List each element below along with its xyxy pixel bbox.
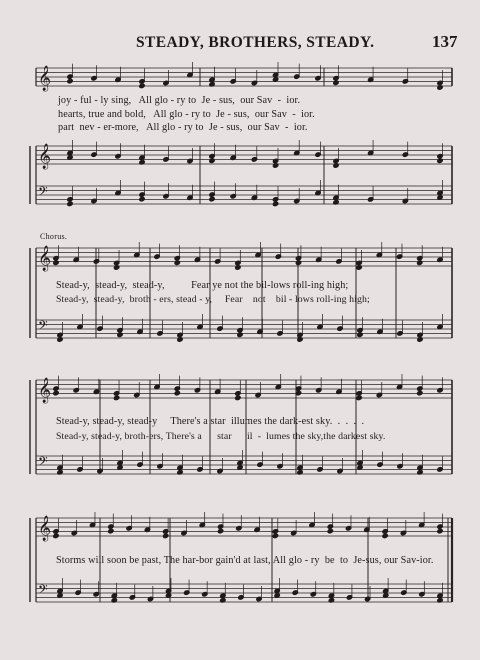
note-head	[356, 395, 362, 400]
note-head	[437, 85, 443, 90]
note-head	[114, 395, 120, 400]
note-head	[209, 196, 215, 201]
note-head	[67, 201, 73, 206]
verse-line-3: part nev - er-more, All glo - ry to Je - sus, our Sav - ior.	[58, 122, 308, 133]
note-head	[417, 260, 423, 265]
note-head	[437, 528, 443, 533]
treble-clef: 𝄞	[38, 378, 52, 403]
note-head	[382, 533, 388, 538]
bass-clef: 𝄢	[38, 184, 48, 202]
chorus-line-3: Stead-y, stead-y, stead-y There's a star illumes the dark-est sky. . . . .	[56, 416, 365, 427]
bass-clef: 𝄢	[38, 318, 48, 336]
treble-clef: 𝄞	[38, 246, 52, 271]
note-head	[273, 163, 279, 168]
chorus-line-2: Stead-y, stead-y, broth - ers, stead - y, Fear not bil - lows roll-ing high;	[56, 294, 370, 305]
note-head	[356, 265, 362, 270]
note-head	[139, 83, 145, 88]
bass-clef: 𝄢	[38, 582, 48, 600]
note-head	[139, 196, 145, 201]
note-head	[357, 332, 363, 337]
treble-clef: 𝄞	[38, 66, 52, 91]
chorus-line-1: Stead-y, stead-y, stead-y, Fear ye not the bil-lows roll-ing high;	[56, 280, 349, 291]
bass-clef: 𝄢	[38, 454, 48, 472]
chorus-line-5: Storms will soon be past, The har-bor gain'd at last, All glo - ry be to Je-sus, our Sav-ior.	[56, 555, 434, 566]
note-head	[163, 533, 169, 538]
note-head	[67, 78, 73, 83]
note-head	[235, 395, 241, 400]
note-head	[174, 260, 180, 265]
page-title: STEADY, BROTHERS, STEADY.	[136, 34, 375, 51]
note-head	[273, 201, 279, 206]
note-head	[333, 163, 339, 168]
page-number: 137	[432, 32, 458, 51]
note-head	[333, 80, 339, 85]
treble-clef: 𝄞	[38, 516, 52, 541]
note-head	[57, 337, 63, 342]
note-head	[417, 337, 423, 342]
note-head	[237, 332, 243, 337]
verse-line-2: hearts, true and bold, All glo - ry to Je - sus, our Sav - ior.	[58, 109, 315, 120]
note-head	[117, 332, 123, 337]
note-head	[327, 528, 333, 533]
note-head	[209, 158, 215, 163]
treble-clef: 𝄞	[38, 144, 52, 169]
note-head	[53, 260, 59, 265]
note-head	[108, 528, 114, 533]
note-head	[174, 390, 180, 395]
note-head	[272, 533, 278, 538]
note-head	[53, 533, 59, 538]
note-head	[295, 260, 301, 265]
note-head	[417, 390, 423, 395]
note-head	[53, 390, 59, 395]
note-head	[217, 528, 223, 533]
note-head	[235, 265, 241, 270]
note-head	[177, 337, 183, 342]
chorus-label: Chorus.	[40, 232, 68, 241]
verse-line-1: joy - ful - ly sing, All glo - ry to Je - sus, our Sav - ior.	[58, 95, 301, 106]
note-head	[437, 158, 443, 163]
chorus-line-4: Stead-y, stead-y, broth-ers, There's a star il - lumes the sky,the darkest sky.	[56, 431, 386, 442]
note-head	[114, 265, 120, 270]
